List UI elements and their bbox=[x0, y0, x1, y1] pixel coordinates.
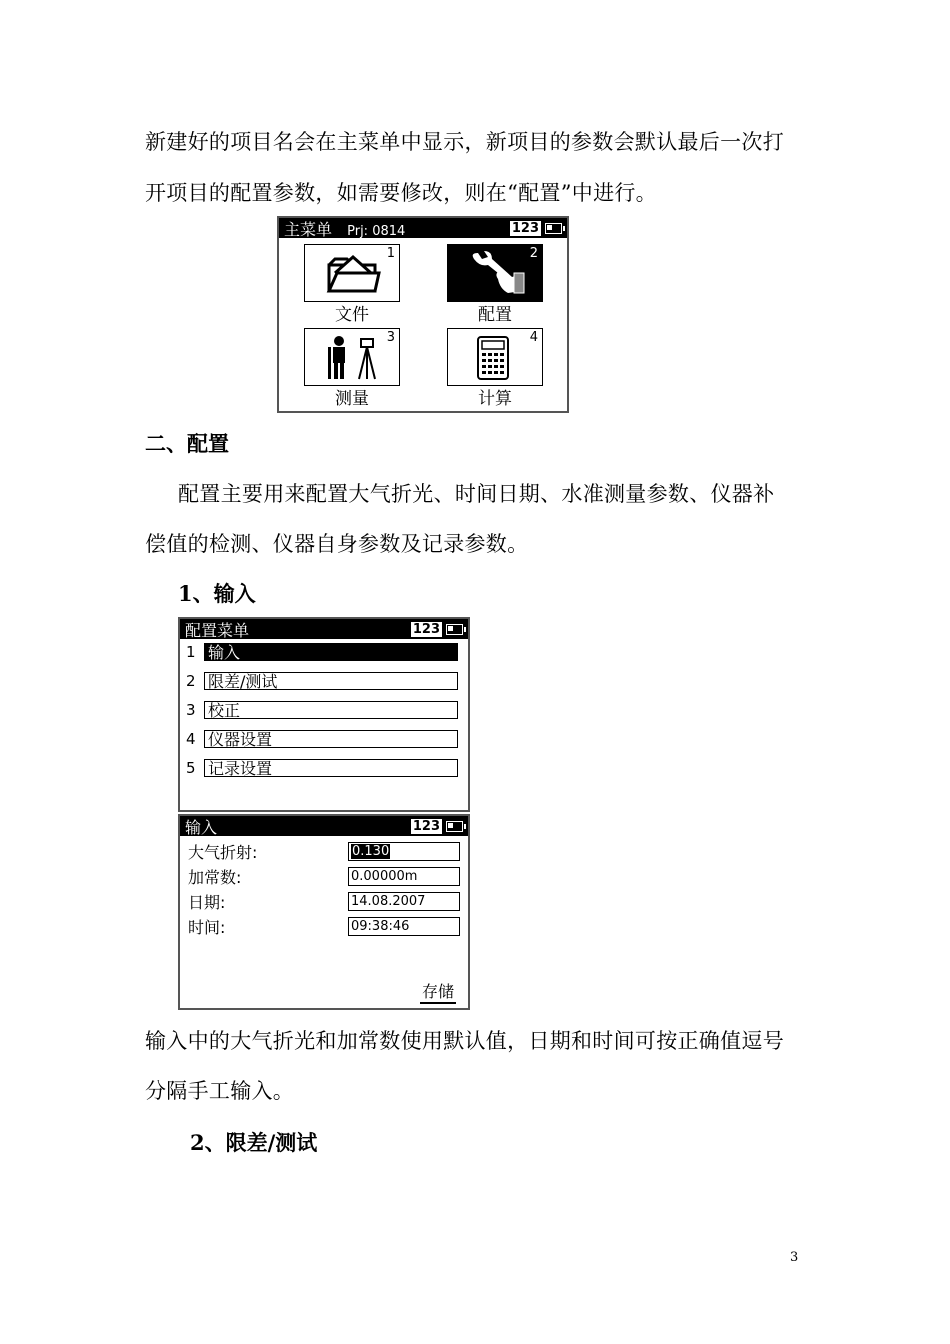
paragraph-line: 开项目的配置参数，如需要修改，则在“配置”中进行。 bbox=[145, 181, 657, 205]
battery-icon bbox=[545, 223, 562, 234]
tile-number: 3 bbox=[386, 330, 395, 345]
menu-item-label: 记录设置 bbox=[204, 759, 458, 777]
save-button[interactable]: 存储 bbox=[420, 979, 456, 1004]
tile-file[interactable] bbox=[304, 244, 400, 302]
subsection-heading: 1、输入 bbox=[178, 581, 256, 606]
input-screen-titlebar bbox=[180, 816, 468, 836]
status-indicators bbox=[411, 622, 463, 637]
field-label: 加常数: bbox=[188, 867, 242, 887]
menu-item-input[interactable] bbox=[186, 642, 458, 662]
status-indicators bbox=[510, 221, 562, 236]
battery-icon bbox=[446, 821, 463, 832]
status-indicators bbox=[411, 819, 463, 834]
field-label: 日期: bbox=[188, 892, 226, 912]
tile-calculate[interactable] bbox=[447, 328, 543, 386]
menu-item-number: 1 bbox=[186, 643, 196, 661]
config-menu-titlebar bbox=[180, 619, 468, 639]
surveyor-tripod-icon bbox=[325, 335, 385, 381]
paragraph-line: 偿值的检测、仪器自身参数及记录参数。 bbox=[145, 532, 529, 556]
paragraph-line: 配置主要用来配置大气折光、时间日期、水准测量参数、仪器补 bbox=[178, 482, 775, 506]
field-value: 0.130 bbox=[352, 843, 390, 859]
section-heading: 二、配置 bbox=[145, 431, 229, 456]
field-label: 时间: bbox=[188, 917, 226, 937]
refraction-input[interactable] bbox=[348, 842, 460, 861]
folder-icon bbox=[325, 251, 381, 295]
input-screen bbox=[178, 814, 470, 1010]
main-menu-title: 主菜单 bbox=[284, 219, 333, 239]
time-input[interactable]: 09:38:46 bbox=[348, 917, 460, 936]
tile-number: 1 bbox=[386, 246, 395, 261]
battery-icon bbox=[446, 624, 463, 635]
paragraph-line: 新建好的项目名会在主菜单中显示，新项目的参数会默认最后一次打 bbox=[145, 130, 784, 154]
tile-measure[interactable] bbox=[304, 328, 400, 386]
input-mode-indicator: 123 bbox=[412, 818, 440, 834]
menu-item-calibration[interactable] bbox=[186, 700, 458, 720]
config-menu-title: 配置菜单 bbox=[185, 620, 250, 640]
paragraph-line: 输入中的大气折光和加常数使用默认值，日期和时间可按正确值逗号 bbox=[145, 1029, 784, 1053]
tile-config[interactable] bbox=[447, 244, 543, 302]
main-menu-titlebar bbox=[279, 218, 567, 238]
menu-item-label: 输入 bbox=[204, 643, 458, 661]
input-mode-indicator: 123 bbox=[511, 220, 539, 236]
project-label: Prj: 0814 bbox=[347, 223, 406, 239]
menu-item-number: 2 bbox=[186, 672, 196, 690]
constant-field-row bbox=[188, 866, 460, 886]
wrench-hand-icon bbox=[468, 251, 528, 297]
date-input[interactable]: 14.08.2007 bbox=[348, 892, 460, 911]
tile-label: 配置 bbox=[478, 305, 512, 325]
tile-label: 测量 bbox=[335, 389, 369, 409]
page-number: 3 bbox=[790, 1250, 799, 1265]
menu-item-instrument-settings[interactable] bbox=[186, 729, 458, 749]
input-mode-indicator: 123 bbox=[412, 621, 440, 637]
menu-item-number: 3 bbox=[186, 701, 196, 719]
field-label: 大气折射: bbox=[188, 842, 258, 862]
menu-item-number: 5 bbox=[186, 759, 196, 777]
tile-label: 计算 bbox=[478, 389, 512, 409]
paragraph-line: 分隔手工输入。 bbox=[145, 1079, 295, 1103]
subsection-heading: 2、限差/测试 bbox=[190, 1130, 318, 1155]
refraction-field-row bbox=[188, 841, 460, 861]
menu-item-record-settings[interactable] bbox=[186, 758, 458, 778]
menu-item-limits-test[interactable] bbox=[186, 671, 458, 691]
menu-item-number: 4 bbox=[186, 730, 196, 748]
date-field-row bbox=[188, 891, 460, 911]
input-screen-title: 输入 bbox=[185, 817, 218, 837]
menu-item-label: 仪器设置 bbox=[204, 730, 458, 748]
tile-label: 文件 bbox=[335, 305, 369, 325]
main-menu-screen bbox=[277, 216, 569, 413]
menu-item-label: 校正 bbox=[204, 701, 458, 719]
config-menu-screen bbox=[178, 617, 470, 812]
menu-item-label: 限差/测试 bbox=[204, 672, 458, 690]
time-field-row bbox=[188, 916, 460, 936]
calculator-icon bbox=[468, 335, 518, 381]
constant-input[interactable]: 0.00000m bbox=[348, 867, 460, 886]
tile-number: 4 bbox=[529, 330, 538, 345]
tile-number: 2 bbox=[529, 246, 538, 261]
